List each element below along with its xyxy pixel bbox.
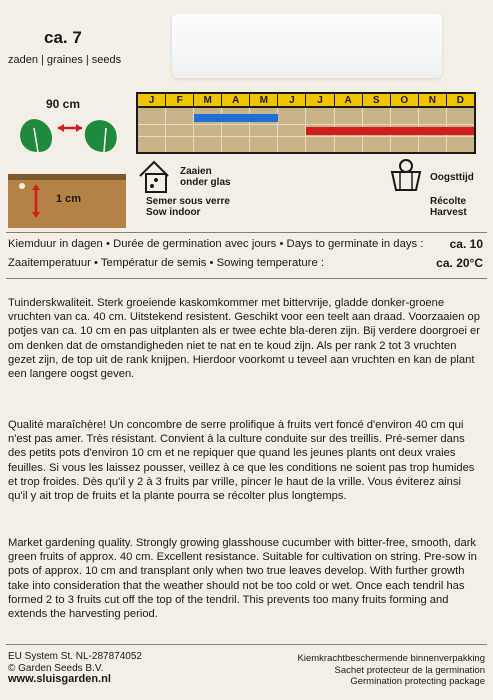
seed-kind-labels: zaden | graines | seeds: [8, 54, 122, 66]
divider: [6, 278, 487, 279]
harvest-period-bar: [306, 127, 474, 135]
description-fr: Qualité maraîchère! Un concombre de serre prolifique à fruits vert foncé d'environ 40 cm qui n'est pas amer. Très résistant. Convient à la culture conduite sur des treillis. Pré-semer dans des petits pots d'environ 10 cm et ne repiquer que quand les jeunes plants ont deux vraies feuilles. Si vous les laissez pousser, veillez à ce que les conditions ne soient pas trop humides et trop froides. Dès qu'il y 2 à 3 fruits par vrille, pincer le haut de la vrille. Vous éviterez ainsi qu'il y ait trop de fruits et la plante pourra se récolter plus longtemps.: [8, 419, 475, 503]
legend-sow-title-1: Zaaien: [180, 166, 212, 177]
plant-spacing-illustration: [8, 90, 126, 230]
footer-website: www.sluisgarden.nl: [8, 673, 111, 685]
calendar-month: O: [391, 94, 419, 106]
kind-nl: zaden: [8, 54, 38, 66]
calendar-month: J: [278, 94, 306, 106]
calendar-column: [138, 108, 166, 152]
legend-harvest-sub-fr: Récolte: [430, 196, 467, 207]
legend-harvest-sub-en: Harvest: [430, 207, 467, 218]
calendar-row-line: [138, 124, 474, 125]
leaf-icon: [85, 120, 117, 152]
description-en: Market gardening quality. Strongly growing glasshouse cucumber with bitter-free, smooth, dark green fruits of approx. 40 cm. Excellent resistance. Suitable for cultivation on string. Pre-sow in pots of approx. 10 cm and transplant only when two true leaves develop. With further growth take into consideration that the weather should not be too cold or wet. Once each tendril has formed 2 to 3 fruits cut off the top of the tendril. This prevents too many fruits forming and extends the harvesting period.: [8, 537, 477, 621]
row-distance-label: 90 cm: [46, 97, 81, 111]
calendar-month: J: [306, 94, 334, 106]
calendar-months: [138, 94, 474, 108]
calendar-month: F: [166, 94, 194, 106]
footer-company: [8, 651, 142, 686]
calendar-month: A: [335, 94, 363, 106]
calendar-month: S: [363, 94, 391, 106]
sowing-temperature-value: ca. 20°C: [436, 256, 483, 270]
sowing-temperature-row: [8, 256, 483, 270]
legend-harvest-title: Oogsttijd: [430, 172, 474, 183]
divider: [6, 232, 487, 233]
description-nl: Tuinderskwaliteit. Sterk groeiende kaskomkommer met bittervrije, gladde donker-groene vruchten van ca. 40 cm. Uitstekend resistent. Geschikt voor een teelt aan draad. Voorzaaien op potjes van ca. 10 cm en pas uitplanten als er twee echte bla-deren zijn. Bij verdere doorgroei er om denken dat de omstandigheden niet te nat en te koud zijn. Als per rank 2 tot 3 vruchten gezet zijn, de top uit de rank knijpen. Hierdoor voorkomt u teveel aan vruchten en kan de plant een langere oogst geven.: [8, 297, 481, 381]
calendar-month: M: [194, 94, 222, 106]
legend-sow-title-2: onder glas: [180, 177, 231, 188]
legend-sow-sub-fr: Semer sous verre: [146, 196, 230, 207]
divider: [6, 644, 487, 645]
calendar-column: [278, 108, 306, 152]
germination-days-row: [8, 237, 483, 251]
footer-note-en: Germination protecting package: [350, 676, 485, 687]
kind-fr: graines: [46, 54, 83, 66]
footer-note-nl: Kiemkrachtbeschermende binnenverpakking: [297, 653, 485, 664]
footer-system-id: EU System St. NL-287874052: [8, 651, 142, 662]
leaf-icon: [20, 119, 52, 152]
germination-days-value: ca. 10: [449, 237, 483, 251]
germination-days-label: Kiemduur in dagen • Durée de germination avec jours • Days to germinate in days :: [8, 238, 424, 250]
legend-harvest: [388, 156, 484, 226]
double-arrow-icon: [58, 124, 82, 132]
calendar-row-line: [138, 136, 474, 137]
sowing-depth-label: 1 cm: [56, 193, 82, 205]
greenhouse-sowing-icon: [136, 156, 174, 196]
legend-sow-indoor: [136, 156, 246, 226]
footer-copyright: © Garden Seeds B.V.: [8, 662, 104, 674]
calendar-month: N: [419, 94, 447, 106]
calendar-column: [166, 108, 194, 152]
kind-en: seeds: [91, 54, 122, 66]
harvest-basket-icon: [388, 156, 424, 194]
seed-count: ca. 7: [44, 28, 82, 47]
calendar-month: D: [456, 95, 465, 106]
sowing-period-bar: [194, 114, 278, 122]
sowing-calendar: [136, 92, 476, 154]
calendar-month: A: [222, 94, 250, 106]
packet-window: [172, 14, 442, 78]
legend-sow-sub-en: Sow indoor: [146, 207, 201, 218]
calendar-month: M: [250, 94, 278, 106]
footer-note-fr: Sachet protecteur de la germination: [334, 664, 485, 676]
sowing-temperature-label: Zaaitemperatuur • Températur de semis • Sowing temperature :: [8, 257, 324, 269]
calendar-month: J: [138, 94, 166, 106]
footer-packaging-note: [298, 653, 485, 688]
